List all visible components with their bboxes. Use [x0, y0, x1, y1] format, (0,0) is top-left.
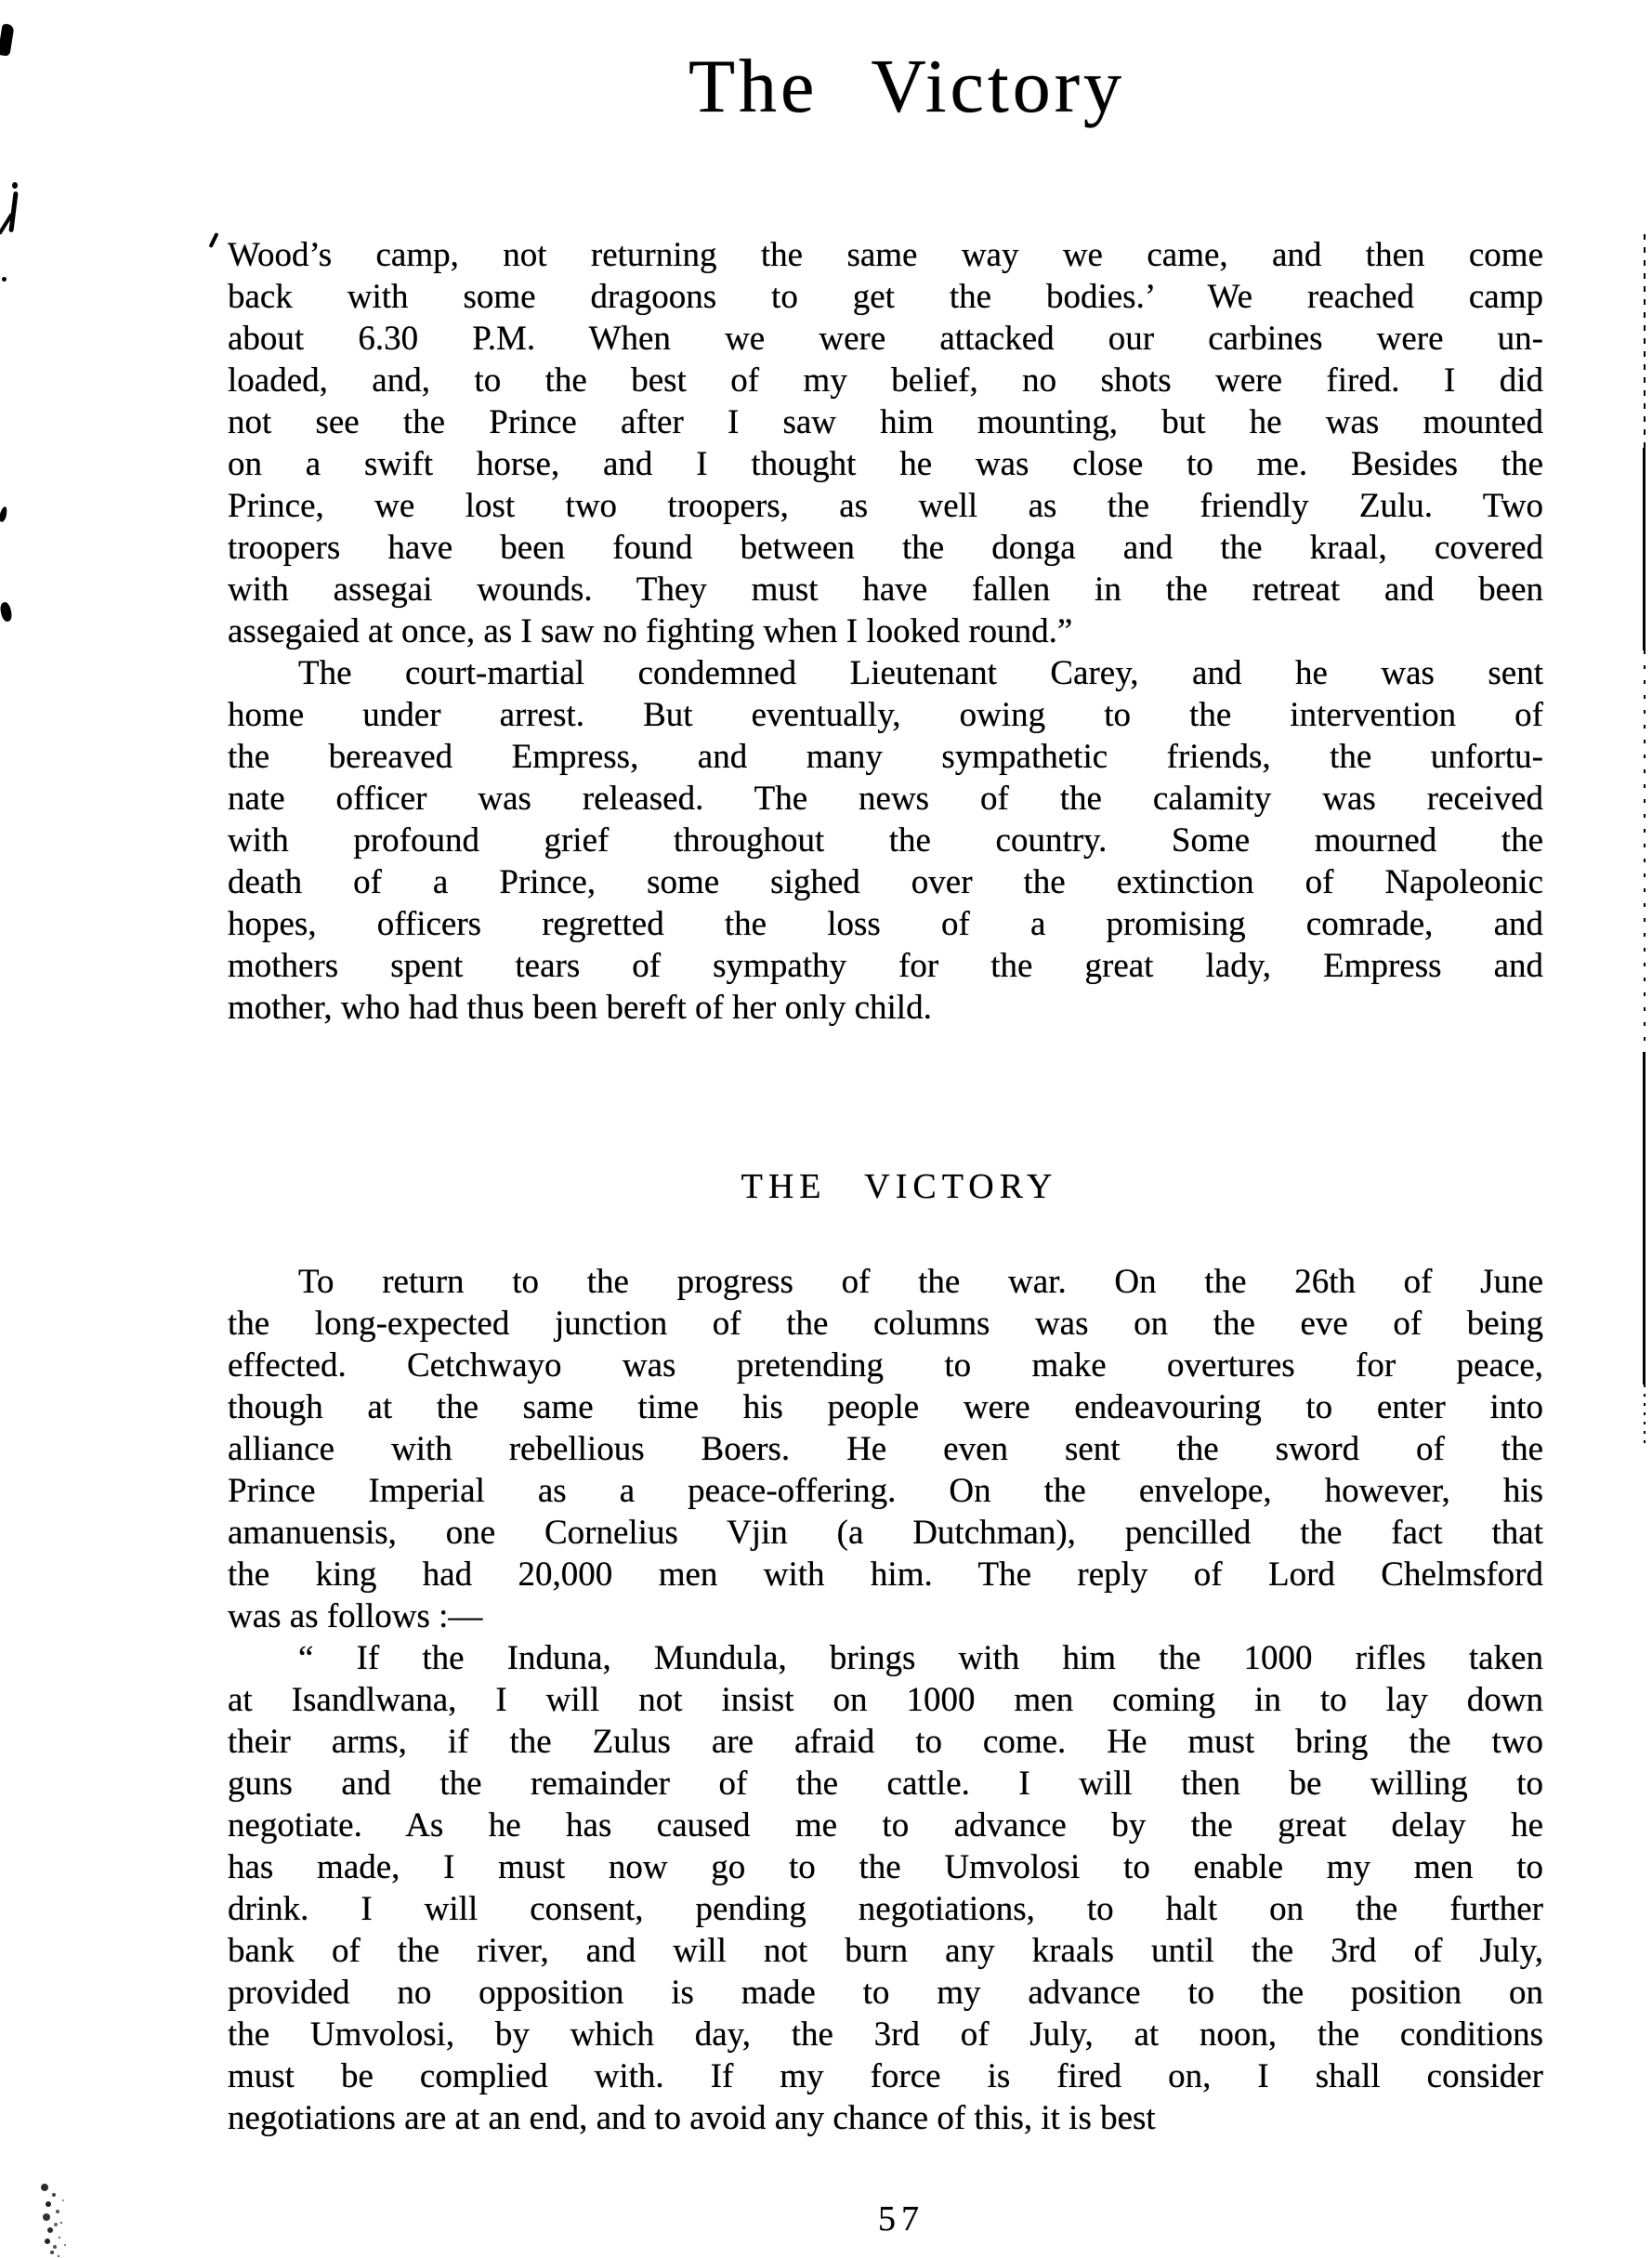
text-line: bank of the river, and will not burn any kraals until the 3rd of July, [228, 1932, 1543, 1970]
text-line: home under arrest. But eventually, owing to the intervention of [228, 696, 1543, 734]
scan-speck [0, 601, 13, 623]
text-line: the Umvolosi, by which day, the 3rd of July, at noon, the conditions [228, 2015, 1543, 2054]
text-line: troopers have been found between the donga and the kraal, covered [228, 529, 1543, 567]
text-line: with profound grief throughout the country. Some mourned the [228, 821, 1543, 860]
text-line: was as follows :— [228, 1597, 483, 1635]
text-line: with assegai wounds. They must have fallen in the retreat and been [228, 571, 1543, 609]
scan-artifact-vertical-line [1644, 234, 1645, 448]
page-number: 57 [878, 2199, 924, 2238]
scan-speck [2, 277, 7, 282]
paragraph [228, 1261, 1543, 1637]
text-line: negotiate. As he has caused me to advance by the great delay he [228, 1806, 1543, 1844]
text-line: Prince Imperial as a peace-offering. On the envelope, however, his [228, 1472, 1543, 1510]
page-title: The Victory [688, 44, 1126, 128]
text-line: effected. Cetchwayo was pretending to make overtures for peace, [228, 1346, 1543, 1385]
scan-mark-margin-dot [12, 182, 18, 189]
stray-quote-mark [208, 232, 218, 248]
text-block-upper [228, 234, 1543, 1029]
text-line: on a swift horse, and I thought he was close to me. Besides the [228, 445, 1543, 483]
section-heading: THE VICTORY [741, 1167, 1058, 1206]
paragraph [228, 234, 1543, 652]
text-line: provided no opposition is made to my advance to the position on [228, 1974, 1543, 2012]
paragraph [228, 1637, 1543, 2139]
scan-artifact-vertical-line [1643, 448, 1645, 650]
text-line: back with some dragoons to get the bodies.’ We reached camp [228, 278, 1543, 316]
text-line: To return to the progress of the war. On the 26th of June [298, 1263, 1543, 1301]
text-line: guns and the remainder of the cattle. I will then be willing to [228, 1765, 1543, 1803]
text-line: their arms, if the Zulus are afraid to come. He must bring the two [228, 1723, 1543, 1761]
text-line: about 6.30 P.M. When we were attacked our carbines were un- [228, 320, 1543, 358]
text-line: Prince, we lost two troopers, as well as the friendly Zulu. Two [228, 487, 1543, 525]
paragraph [228, 652, 1543, 1029]
text-line: the bereaved Empress, and many sympathetic friends, the unfortu- [228, 738, 1543, 776]
text-line: “ If the Induna, Mundula, brings with him the 1000 rifles taken [298, 1639, 1543, 1677]
text-line: must be complied with. If my force is fired on, I shall consider [228, 2057, 1543, 2095]
text-line: hopes, officers regretted the loss of a promising comrade, and [228, 905, 1543, 943]
text-line: loaded, and, to the best of my belief, no shots were fired. I did [228, 361, 1543, 400]
scan-smudge-bottom-left [41, 2184, 48, 2191]
text-line: assegaied at once, as I saw no fighting when I looked round.” [228, 612, 1073, 650]
scan-speck-top-left [0, 23, 15, 57]
text-line: though at the same time his people were endeavouring to enter into [228, 1388, 1543, 1426]
text-line: death of a Prince, some sighed over the extinction of Napoleonic [228, 863, 1543, 901]
text-line: Wood’s camp, not returning the same way we came, and then come [228, 236, 1543, 274]
text-line: amanuensis, one Cornelius Vjin (a Dutchman), pencilled the fact that [228, 1514, 1543, 1552]
text-line: The court-martial condemned Lieutenant Carey, and he was sent [298, 654, 1543, 692]
scan-mark-margin-stroke [8, 191, 18, 232]
scan-speck-comma [0, 505, 8, 522]
scan-artifact-vertical-line [1644, 650, 1645, 1052]
text-line: drink. I will consent, pending negotiations, to halt on the further [228, 1890, 1543, 1928]
text-line: mothers spent tears of sympathy for the great lady, Empress and [228, 947, 1543, 985]
text-line: has made, I must now go to the Umvolosi to enable my men to [228, 1848, 1543, 1886]
scan-artifact-vertical-line [1644, 1385, 1645, 1444]
text-line: mother, who had thus been bereft of her only child. [228, 989, 932, 1027]
text-line: at Isandlwana, I will not insist on 1000 men coming in to lay down [228, 1681, 1543, 1719]
text-line: the king had 20,000 men with him. The reply of Lord Chelmsford [228, 1556, 1543, 1594]
text-line: negotiations are at an end, and to avoid any chance of this, it is best [228, 2099, 1156, 2137]
text-line: the long-expected junction of the columns was on the eve of being [228, 1305, 1543, 1343]
text-block-lower [228, 1261, 1543, 2139]
text-line: alliance with rebellious Boers. He even sent the sword of the [228, 1430, 1543, 1468]
text-line: not see the Prince after I saw him mounting, but he was mounted [228, 403, 1543, 441]
text-line: nate officer was released. The news of the calamity was received [228, 780, 1543, 818]
scan-artifact-vertical-line [1643, 1052, 1645, 1385]
